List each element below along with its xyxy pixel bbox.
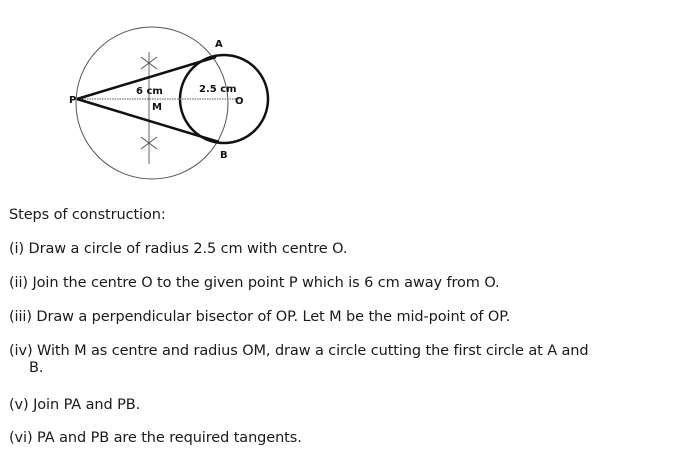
construction-diagram bbox=[0, 0, 696, 200]
step-6: (vi) PA and PB are the required tangents. bbox=[9, 430, 302, 446]
label-m: M bbox=[152, 102, 162, 113]
label-op-length: 6 cm bbox=[136, 86, 163, 97]
step-1: (i) Draw a circle of radius 2.5 cm with centre O. bbox=[9, 241, 348, 257]
label-o: O bbox=[235, 96, 244, 107]
step-4-text: (iv) With M as centre and radius OM, draw a circle cutting the first circle at A and bbox=[9, 343, 589, 359]
step-4-continuation: B. bbox=[29, 360, 44, 376]
step-4 bbox=[9, 343, 589, 377]
tangent-pb bbox=[77, 99, 219, 142]
step-3: (iii) Draw a perpendicular bisector of OP. Let M be the mid-point of OP. bbox=[9, 309, 511, 325]
label-b: B bbox=[220, 150, 228, 161]
label-a: A bbox=[215, 39, 223, 50]
step-5: (v) Join PA and PB. bbox=[9, 397, 141, 413]
label-p: P bbox=[69, 95, 77, 106]
label-radius: 2.5 cm bbox=[199, 84, 237, 95]
steps-heading: Steps of construction: bbox=[9, 207, 166, 223]
step-2: (ii) Join the centre O to the given point P which is 6 cm away from O. bbox=[9, 275, 500, 291]
